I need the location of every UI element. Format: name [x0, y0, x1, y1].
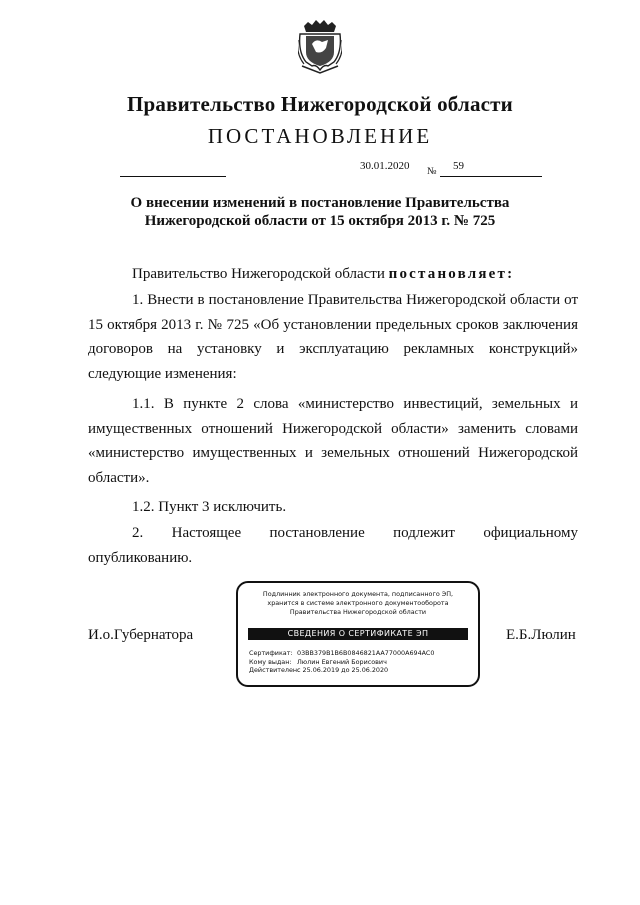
certificate-label: Сертификат: — [249, 649, 293, 657]
valid-label: Действителен: — [249, 666, 300, 675]
stamp-line-2: хранится в системе электронного документооборота — [267, 599, 449, 607]
stamp-certificate-bar: СВЕДЕНИЯ О СЕРТИФИКАТЕ ЭП — [248, 628, 468, 640]
intro-paragraph — [88, 262, 578, 287]
valid-value: с 25.06.2019 до 25.06.2020 — [297, 666, 389, 675]
e-signature-stamp — [236, 581, 480, 687]
stamp-header — [238, 590, 478, 617]
coat-of-arms-icon — [298, 18, 342, 74]
paragraph-2: 2. Настоящее постановление подлежит официальному опубликованию. — [88, 525, 578, 566]
number-underline — [440, 176, 542, 177]
blank-underline — [120, 176, 226, 177]
heading-line-1: О внесении изменений в постановление Правительства — [130, 195, 510, 211]
document-number: 59 — [453, 160, 464, 172]
intro-action: постановляет: — [388, 266, 515, 282]
stamp-line-1: Подлинник электронного документа, подписанного ЭП, — [262, 590, 454, 598]
certificate-row — [249, 649, 434, 658]
paragraph-1: 1. Внести в постановление Правительства Нижегородской области от 15 октября 2013 г. № 725 «Об установлении предельных сроков заключения договоров на установку и эксплуатацию рекламных конструкций» следующие изменения: — [88, 292, 578, 382]
paragraph-1-1: 1.1. В пункте 2 слова «министерство инвестиций, земельных и имущественных отношений Нижегородской области» заменить словами «министерство имущественных и земельных отношений Нижегородской области». — [88, 396, 578, 486]
heading-line-2: Нижегородской области от 15 октября 2013 г. № 725 — [144, 213, 496, 229]
document-date: 30.01.2020 — [360, 160, 410, 172]
stamp-certificate-info — [249, 649, 434, 675]
certificate-value: 03BB379B1B6B0846821AA77000A694AC0 — [297, 649, 435, 657]
signer-name: Е.Б.Люлин — [506, 627, 576, 643]
intro-prefix: Правительство Нижегородской области — [132, 266, 389, 282]
issued-label: Кому выдан: — [249, 657, 292, 666]
document-heading — [110, 194, 530, 230]
organization-title: Правительство Нижегородской области — [127, 92, 513, 116]
document-type: ПОСТАНОВЛЕНИЕ — [207, 124, 433, 148]
stamp-line-3: Правительства Нижегородской области — [289, 608, 427, 616]
number-sign: № — [427, 166, 437, 177]
signer-position: И.о.Губернатора — [88, 627, 194, 643]
issued-value: Люлин Евгений Борисович — [297, 657, 387, 666]
valid-row — [249, 666, 434, 675]
paragraph-1-2: 1.2. Пункт 3 исключить. — [132, 499, 287, 515]
issued-row — [249, 658, 434, 667]
